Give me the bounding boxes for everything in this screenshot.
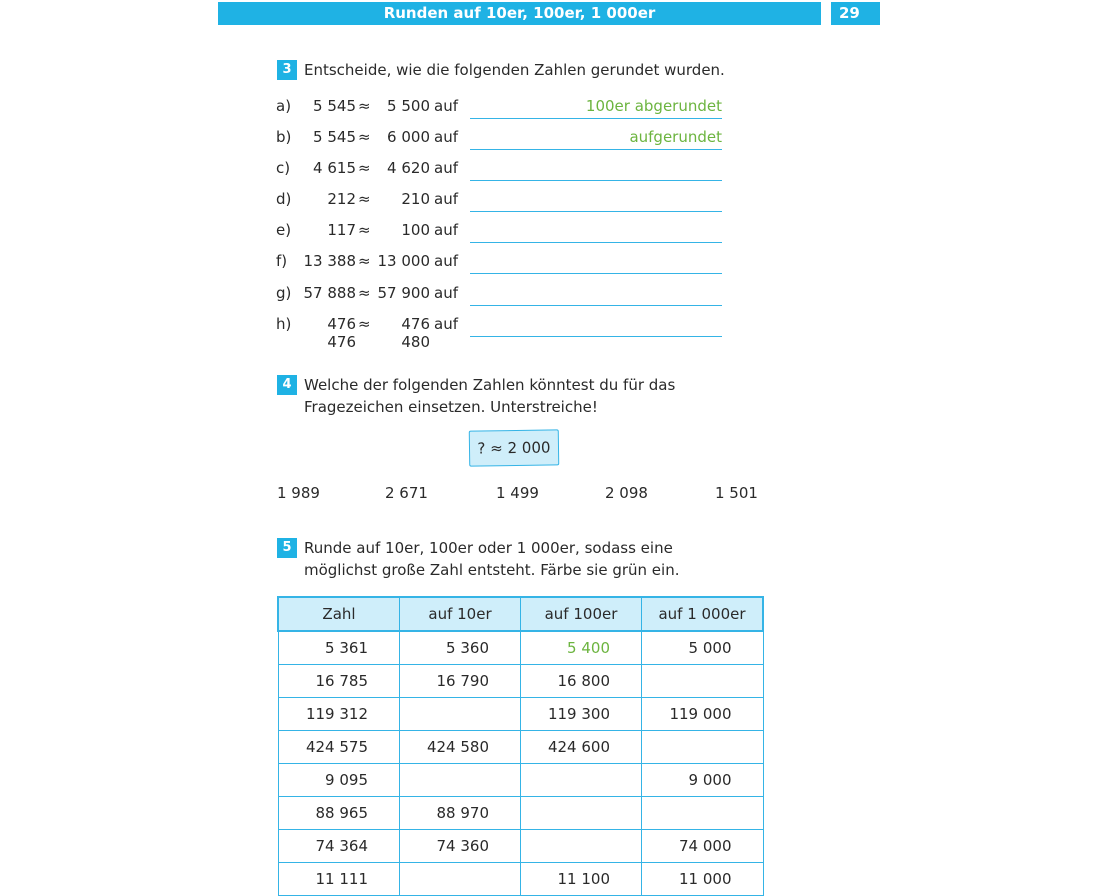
cell-10er[interactable]: 424 580 [400,731,521,764]
row-label: g) [276,284,292,302]
row-label: b) [276,128,292,146]
cell-1000er[interactable] [642,731,764,764]
answer-line[interactable] [470,221,722,243]
cell-1000er[interactable] [642,797,764,830]
task-3-number: 3 [277,60,297,80]
original-number: 13 388 [303,252,356,270]
cell-1000er[interactable]: 119 000 [642,698,764,731]
target-value-box: ? ≈ 2 000 [469,429,559,466]
answer-line[interactable] [470,159,722,181]
table-row [278,830,763,863]
cell-zahl: 424 575 [278,731,400,764]
approx-symbol: ≈ [358,221,371,239]
answer-line[interactable] [470,284,722,306]
choice-number[interactable]: 1 501 [715,484,758,502]
auf-label: auf [434,221,458,239]
approx-symbol: ≈ [358,128,371,146]
chapter-title-bar: Runden auf 10er, 100er, 1 000er [218,2,821,25]
row-label: d) [276,190,292,208]
rounded-number: 476 480 [401,315,430,351]
answer-line[interactable]: 100er abgerundet [470,97,722,119]
cell-10er[interactable]: 74 360 [400,830,521,863]
answer-line[interactable] [470,315,722,337]
row-label: e) [276,221,292,239]
table-row [278,764,763,797]
approx-symbol: ≈ [358,190,371,208]
cell-zahl: 74 364 [278,830,400,863]
approx-symbol: ≈ [358,159,371,177]
cell-zahl: 119 312 [278,698,400,731]
original-number: 4 615 [313,159,356,177]
column-header-100er: auf 100er [521,597,642,631]
cell-1000er[interactable] [642,665,764,698]
original-number: 57 888 [303,284,356,302]
cell-10er[interactable]: 88 970 [400,797,521,830]
auf-label: auf [434,284,458,302]
cell-100er[interactable] [521,797,642,830]
row-label: f) [276,252,288,270]
auf-label: auf [434,159,458,177]
table-row [278,797,763,830]
original-number: 212 [327,190,356,208]
page-number: 29 [831,2,880,25]
table-row [278,698,763,731]
cell-10er[interactable] [400,764,521,797]
cell-zahl: 5 361 [278,631,400,665]
approx-symbol: ≈ [358,284,371,302]
auf-label: auf [434,97,458,115]
cell-10er[interactable]: 5 360 [400,631,521,665]
cell-10er[interactable]: 16 790 [400,665,521,698]
answer-line[interactable]: aufgerundet [470,128,722,150]
rounded-number: 6 000 [387,128,430,146]
cell-1000er[interactable]: 11 000 [642,863,764,896]
choice-number[interactable]: 2 098 [605,484,648,502]
table-row [278,631,763,665]
rounded-number: 13 000 [377,252,430,270]
original-number: 5 545 [313,97,356,115]
table-row [278,863,763,896]
cell-100er[interactable] [521,830,642,863]
original-number: 476 476 [327,315,356,351]
column-header-1000er: auf 1 000er [642,597,764,631]
cell-100er[interactable]: 5 400 [521,631,642,665]
rounded-number: 210 [401,190,430,208]
original-number: 5 545 [313,128,356,146]
task-4-instruction-line-1: Welche der folgenden Zahlen könntest du für das [304,376,676,394]
task-5-number: 5 [277,538,297,558]
cell-zahl: 9 095 [278,764,400,797]
cell-1000er[interactable]: 9 000 [642,764,764,797]
task-3-instruction: Entscheide, wie die folgenden Zahlen gerundet wurden. [304,61,725,79]
rounded-number: 57 900 [377,284,430,302]
rounded-number: 100 [401,221,430,239]
cell-1000er[interactable]: 74 000 [642,830,764,863]
cell-100er[interactable]: 16 800 [521,665,642,698]
row-label: h) [276,315,292,333]
task-4-number: 4 [277,375,297,395]
choice-number[interactable]: 1 499 [496,484,539,502]
cell-100er[interactable]: 424 600 [521,731,642,764]
row-label: a) [276,97,292,115]
rounded-number: 5 500 [387,97,430,115]
cell-zahl: 11 111 [278,863,400,896]
task-5-instruction-line-2: möglichst große Zahl entsteht. Färbe sie grün ein. [304,561,680,579]
auf-label: auf [434,315,458,333]
task-4-instruction-line-2: Fragezeichen einsetzen. Unterstreiche! [304,398,598,416]
auf-label: auf [434,252,458,270]
approx-symbol: ≈ [358,97,371,115]
cell-100er[interactable] [521,764,642,797]
cell-1000er[interactable]: 5 000 [642,631,764,665]
rounded-number: 4 620 [387,159,430,177]
cell-10er[interactable] [400,863,521,896]
row-label: c) [276,159,291,177]
answer-line[interactable] [470,190,722,212]
cell-10er[interactable] [400,698,521,731]
auf-label: auf [434,128,458,146]
approx-symbol: ≈ [358,315,371,333]
table-row [278,731,763,764]
choice-number[interactable]: 2 671 [385,484,428,502]
original-number: 117 [327,221,356,239]
rounding-table [277,596,764,896]
approx-symbol: ≈ [358,252,371,270]
cell-100er[interactable]: 119 300 [521,698,642,731]
table-row [278,665,763,698]
choice-number[interactable]: 1 989 [277,484,320,502]
cell-zahl: 16 785 [278,665,400,698]
column-header-zahl: Zahl [278,597,400,631]
task-5-instruction-line-1: Runde auf 10er, 100er oder 1 000er, sodass eine [304,539,673,557]
cell-zahl: 88 965 [278,797,400,830]
auf-label: auf [434,190,458,208]
cell-100er[interactable]: 11 100 [521,863,642,896]
answer-line[interactable] [470,252,722,274]
column-header-10er: auf 10er [400,597,521,631]
